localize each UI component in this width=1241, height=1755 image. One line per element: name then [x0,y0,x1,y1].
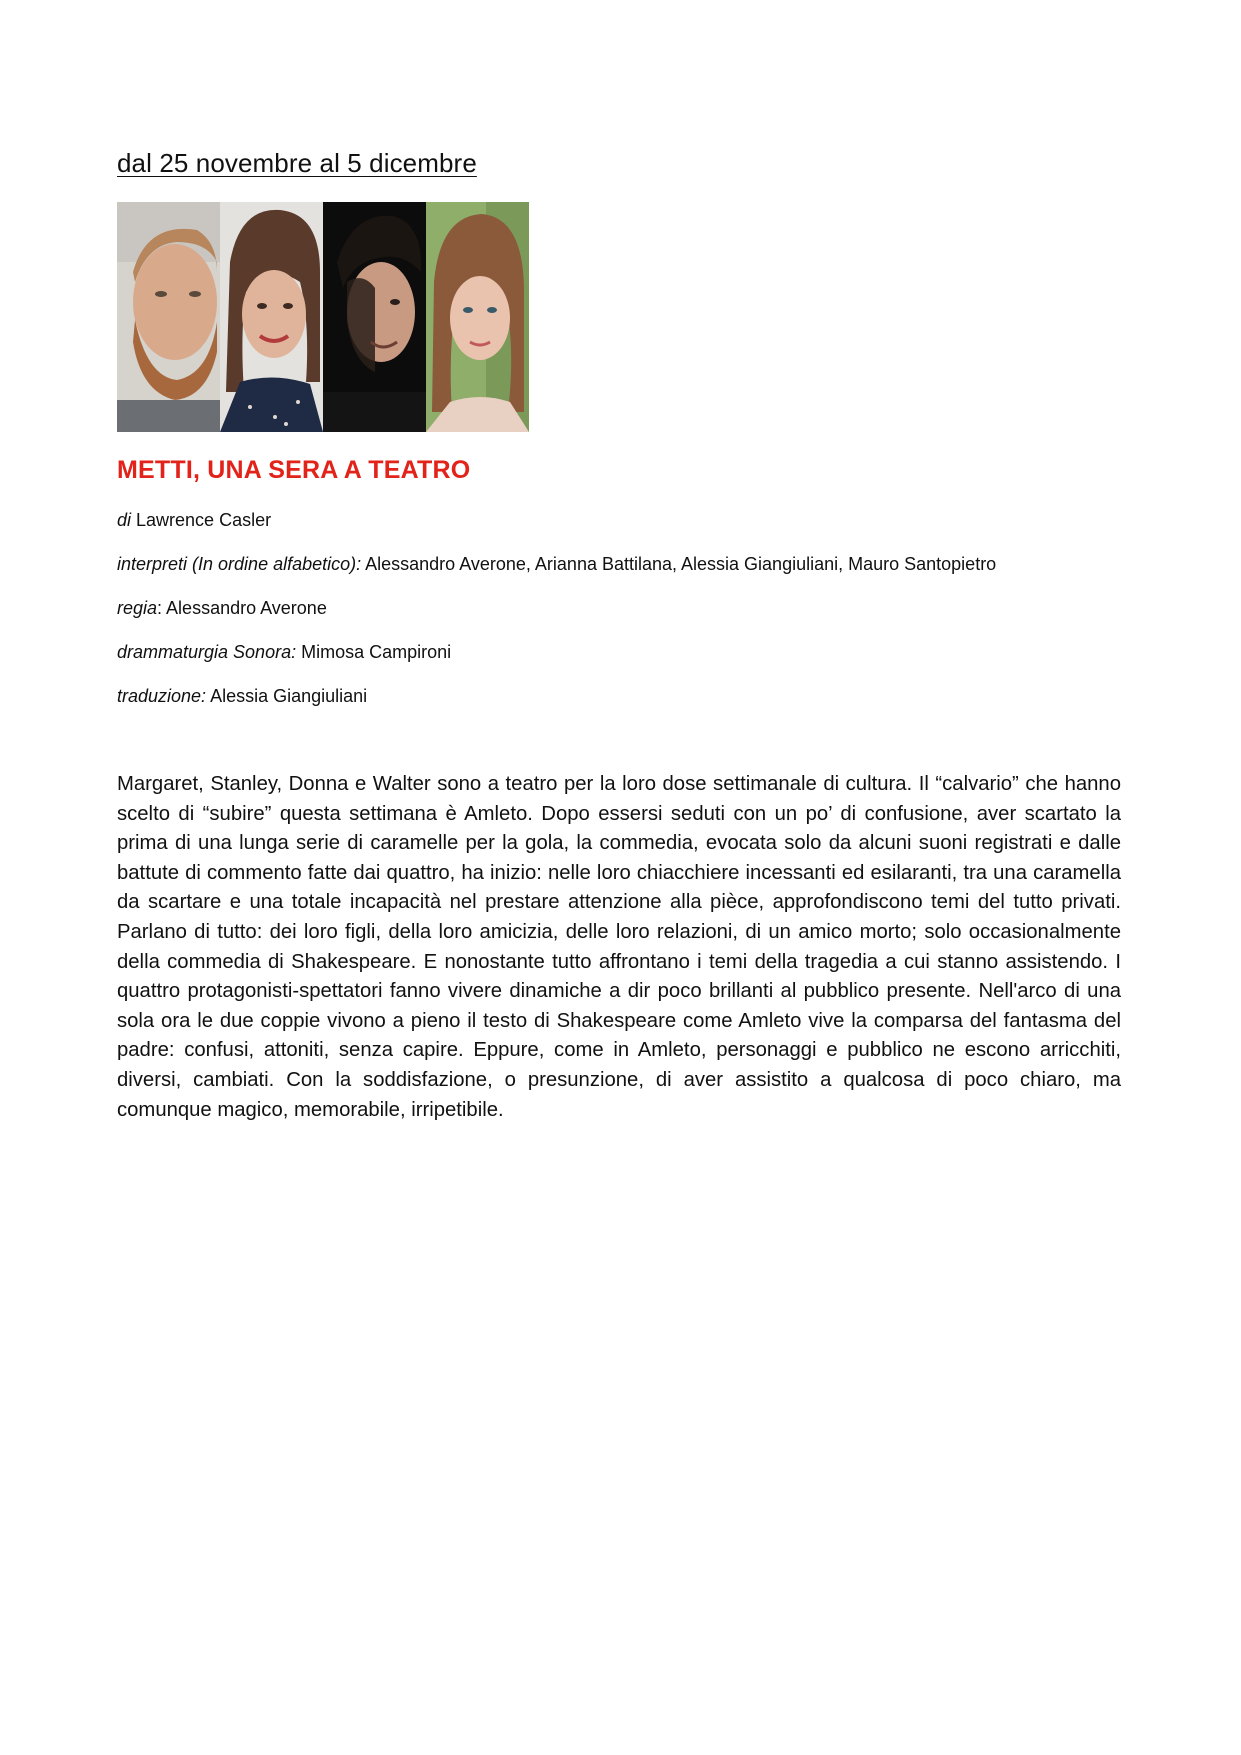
credit-cast [117,554,996,575]
cast-portrait-3 [323,202,426,432]
cast-portrait-2 [220,202,323,432]
cast-portrait-4 [426,202,529,432]
credit-author [117,510,271,531]
credit-director [117,598,327,619]
credit-role-suffix: : [157,598,163,618]
cast-photo-strip [117,202,529,432]
show-title: METTI, UNA SERA A TEATRO [117,456,471,484]
credit-role: di [117,510,132,530]
cast-portrait-1 [117,202,220,432]
credit-value: Alessandro Averone, Arianna Battilana, Alessia Giangiuliani, Mauro Santopietro [361,554,997,574]
credit-role: drammaturgia Sonora: [117,642,297,662]
credit-translation [117,686,367,707]
credit-role: traduzione: [117,686,207,706]
date-range-heading: dal 25 novembre al 5 dicembre [117,148,477,178]
credit-value: Mimosa Campironi [296,642,452,662]
credit-value: Lawrence Casler [131,510,272,530]
credit-value: Alessandro Averone [162,598,327,618]
credit-role: regia [117,598,158,618]
show-description: Margaret, Stanley, Donna e Walter sono a teatro per la loro dose settimanale di cultura. Il “calvario” che hanno scelto di “subire” questa settimana è Amleto. Dopo essersi seduti con un po’ di confusione, aver scartato la prima di una lunga serie di caramelle per la gola, la commedia, evocata solo da alcuni suoni registrati e dalle battute di commento fatte dai quattro, ha inizio: nelle loro chiacchiere incessanti ed esilaranti, tra una caramella da scartare e una totale incapacità nel prestare attenzione alla pièce, approfondiscono temi del tutto privati. Parlano di tutto: dei loro figli, della loro amicizia, delle loro relazioni, di un amico morto; solo occasionalmente della commedia di Shakespeare. E nonostante tutto affrontano i temi della tragedia a cui stanno assistendo. I quattro protagonisti-spettatori fanno vivere dinamiche a dir poco brillanti al pubblico presente. Nell'arco di una sola ora le due coppie vivono a pieno il testo di Shakespeare come Amleto vive la comparsa del fantasma del padre: confusi, attoniti, senza capire. Eppure, come in Amleto, personaggi e pubblico ne escono arricchiti, diversi, cambiati. Con la soddisfazione, o presunzione, di aver assistito a qualcosa di poco chiaro, ma comunque magico, memorabile, irripetibile. [117,773,1121,1121]
credit-role: interpreti (In ordine alfabetico): [117,554,362,574]
credit-sound-dramaturgy [117,642,451,663]
credit-value: Alessia Giangiuliani [206,686,368,706]
